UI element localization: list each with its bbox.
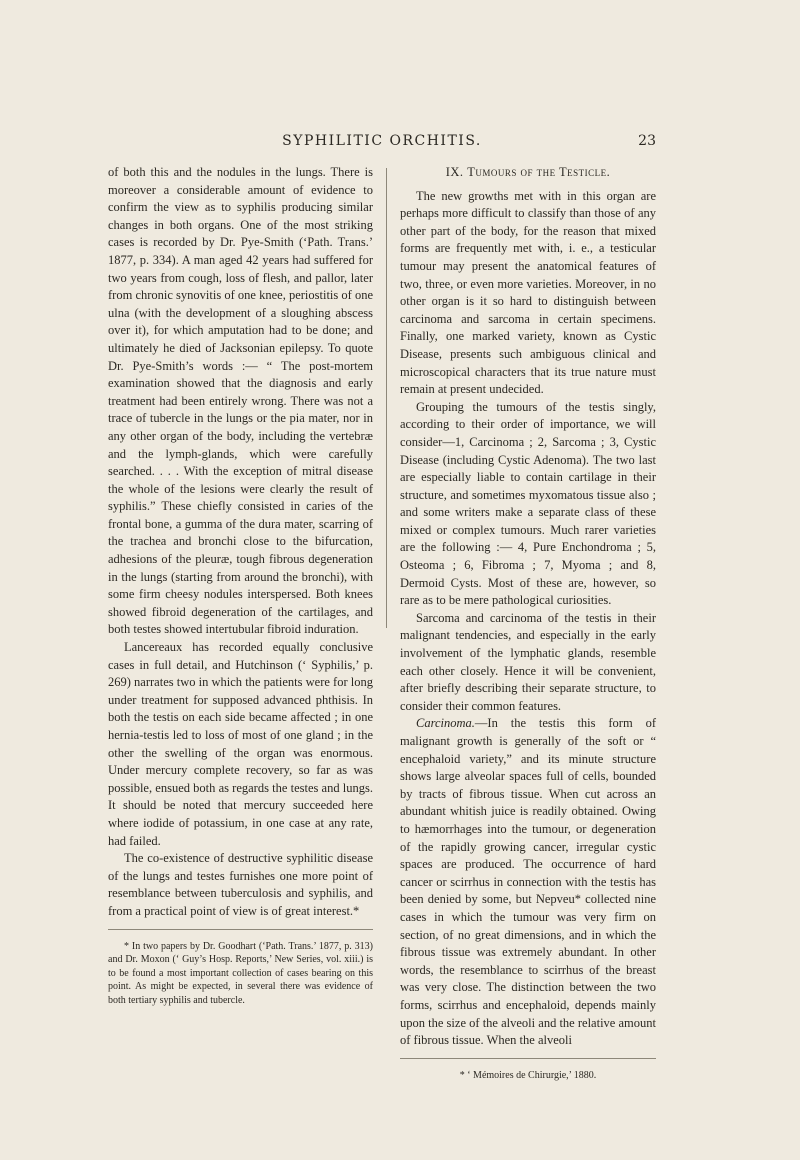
footnote-rule [108, 929, 373, 930]
footnote [108, 940, 373, 1008]
body-paragraph: of both this and the nodules in the lungs. There is moreover a considerable amount of evidence to confirm the view as to syphilis producing similar changes in both organs. One of the most striking cases is recorded by Dr. Pye-Smith (‘Path. Trans.’ 1877, p. 334). A man aged 42 years had suffered for two years from cough, loss of flesh, and pallor, later from chronic synovitis of one knee, periostitis of one ulna (with the development of a sloughing abscess over it), for which amputation had to be done; and ultimately he died of Jacksonian epilepsy. To quote Dr. Pye-Smith’s words :— “ The post-mortem examination showed that the diagnosis and early treatment had been entirely wrong. There was not a trace of tubercle in the lungs or the pia mater, nor in any other organ of the body, including the vertebræ and the lymph-glands, which were carefully searched. . . . With the exception of mitral disease the whole of the lesions were clearly the result of syphilis.” These chiefly consisted in caries of the frontal bone, a gumma of the dura mater, scarring of the trachea and bronchi close to the bifurcation, adhesions of the pleuræ, tough fibrous degeneration in the lungs (starting from around the bronchi), with some firm cheesy nodules interspersed. Both knees showed fibroid degeneration of the cartilages, and both testes showed intertubular fibroid induration. [108, 165, 373, 637]
section-heading [400, 164, 656, 182]
body-paragraph: The co-existence of destructive syphilitic disease of the lungs and testes furnishes one more point of resemblance between tuberculosis and syphilis, and from a practical point of view is of great interest.* [108, 851, 373, 918]
section-title: Tumours of the Testicle. [467, 165, 611, 179]
body-paragraph: Grouping the tumours of the testis singly, according to their order of importance, we will consider—1, Carcinoma ; 2, Sarcoma ; 3, Cystic Disease (including Cystic Adenoma). The two last are especially liable to contain cartilage in their structure, and sometimes myxomatous tissue also ; and some writers make a separate class of these mixed or complex tumours. Much rarer varieties are the following :— 4, Pure Enchondroma ; 5, Osteoma ; 6, Fibroma ; 7, Myoma ; and 8, Dermoid Cysts. Most of these are, however, so rare as to be mere pathological curiosities. [400, 399, 656, 608]
column-divider [386, 168, 387, 628]
left-column [108, 164, 373, 1008]
running-title: SYPHILITIC ORCHITIS. [282, 133, 482, 149]
body-paragraph-carcinoma [400, 715, 656, 1049]
footnote-text: * In two papers by Dr. Goodhart (‘Path. Trans.’ 1877, p. 313) and Dr. Moxon (‘ Guy’s Hosp. Reports,’ New Series, vol. xiii.) is to be found a most important collection of cases bearing on this point. As might be expected, in several there was evidence of both tertiary syphilis and tubercle. [108, 940, 373, 1006]
carcinoma-label: Carcinoma. [416, 716, 475, 731]
body-paragraph: Sarcoma and carcinoma of the testis in their malignant tendencies, and especially in the early involvement of the lymphatic glands, resemble each other closely. Hence it will be convenient, after briefly describing their separate structure, to consider their common features. [400, 610, 656, 713]
footnote-rule [400, 1058, 656, 1059]
footnote [400, 1069, 656, 1083]
body-paragraph: Lancereaux has recorded equally conclusive cases in full detail, and Hutchinson (‘ Syphilis,’ p. 269) narrates two in which the patients were for long under treatment for supposed advanced phthisis. In both the testis on each side became affected ; in one hernia-testis led to loss of most of one gland ; in the other the swelling of the organ was enormous. Under mercury complete recovery, so far as was possible, ensued both as regards the testes and lungs. It should be noted that mercury succeeded here where iodide of potassium, in one case at any rate, had failed. [108, 640, 373, 848]
right-column [400, 164, 656, 1082]
section-number: IX. [445, 165, 464, 179]
body-paragraph: The new growths met with in this organ are perhaps more difficult to classify than those of any other part of the body, for the reason that mixed forms are frequently met with, i. e., a testicular tumour may present the anatomical features of two, three, or even more varieties. Moreover, in no other organ is it so hard to distinguish between carcinoma and sarcoma in certain specimens. Finally, one marked variety, known as Cystic Disease, presents such ambiguous clinical and microscopical characters that its true nature must remain at present undecided. [400, 188, 656, 397]
carcinoma-text: —In the testis this form of malignant growth is generally of the soft or “ encephaloid variety,” and its minute structure shows large alveolar spaces full of cells, bounded by tracts of fibrous tissue. When cut across an abundant whitish juice is readily obtained. Owing to hæmorrhages into the tumour, or degeneration of the rapidly growing cancer, irregular cystic spaces are produced. The occurrence of hard cancer or scirrhus in connection with the testis has been denied by some, but Nepveu* collected nine cases in which the tumour was very firm on section, of no great dimensions, and in which the fibrous tissue was extremely abundant. In other words, the resemblance to scirrhus of the breast was very close. The distinction between the two forms, scirrhus and encephaloid, depends mainly upon the size of the alveoli and the relative amount of fibrous tissue. When the alveoli [400, 716, 656, 1048]
footnote-text: * ‘ Mémoires de Chirurgie,’ 1880. [459, 1069, 597, 1081]
page-number: 23 [638, 133, 656, 149]
